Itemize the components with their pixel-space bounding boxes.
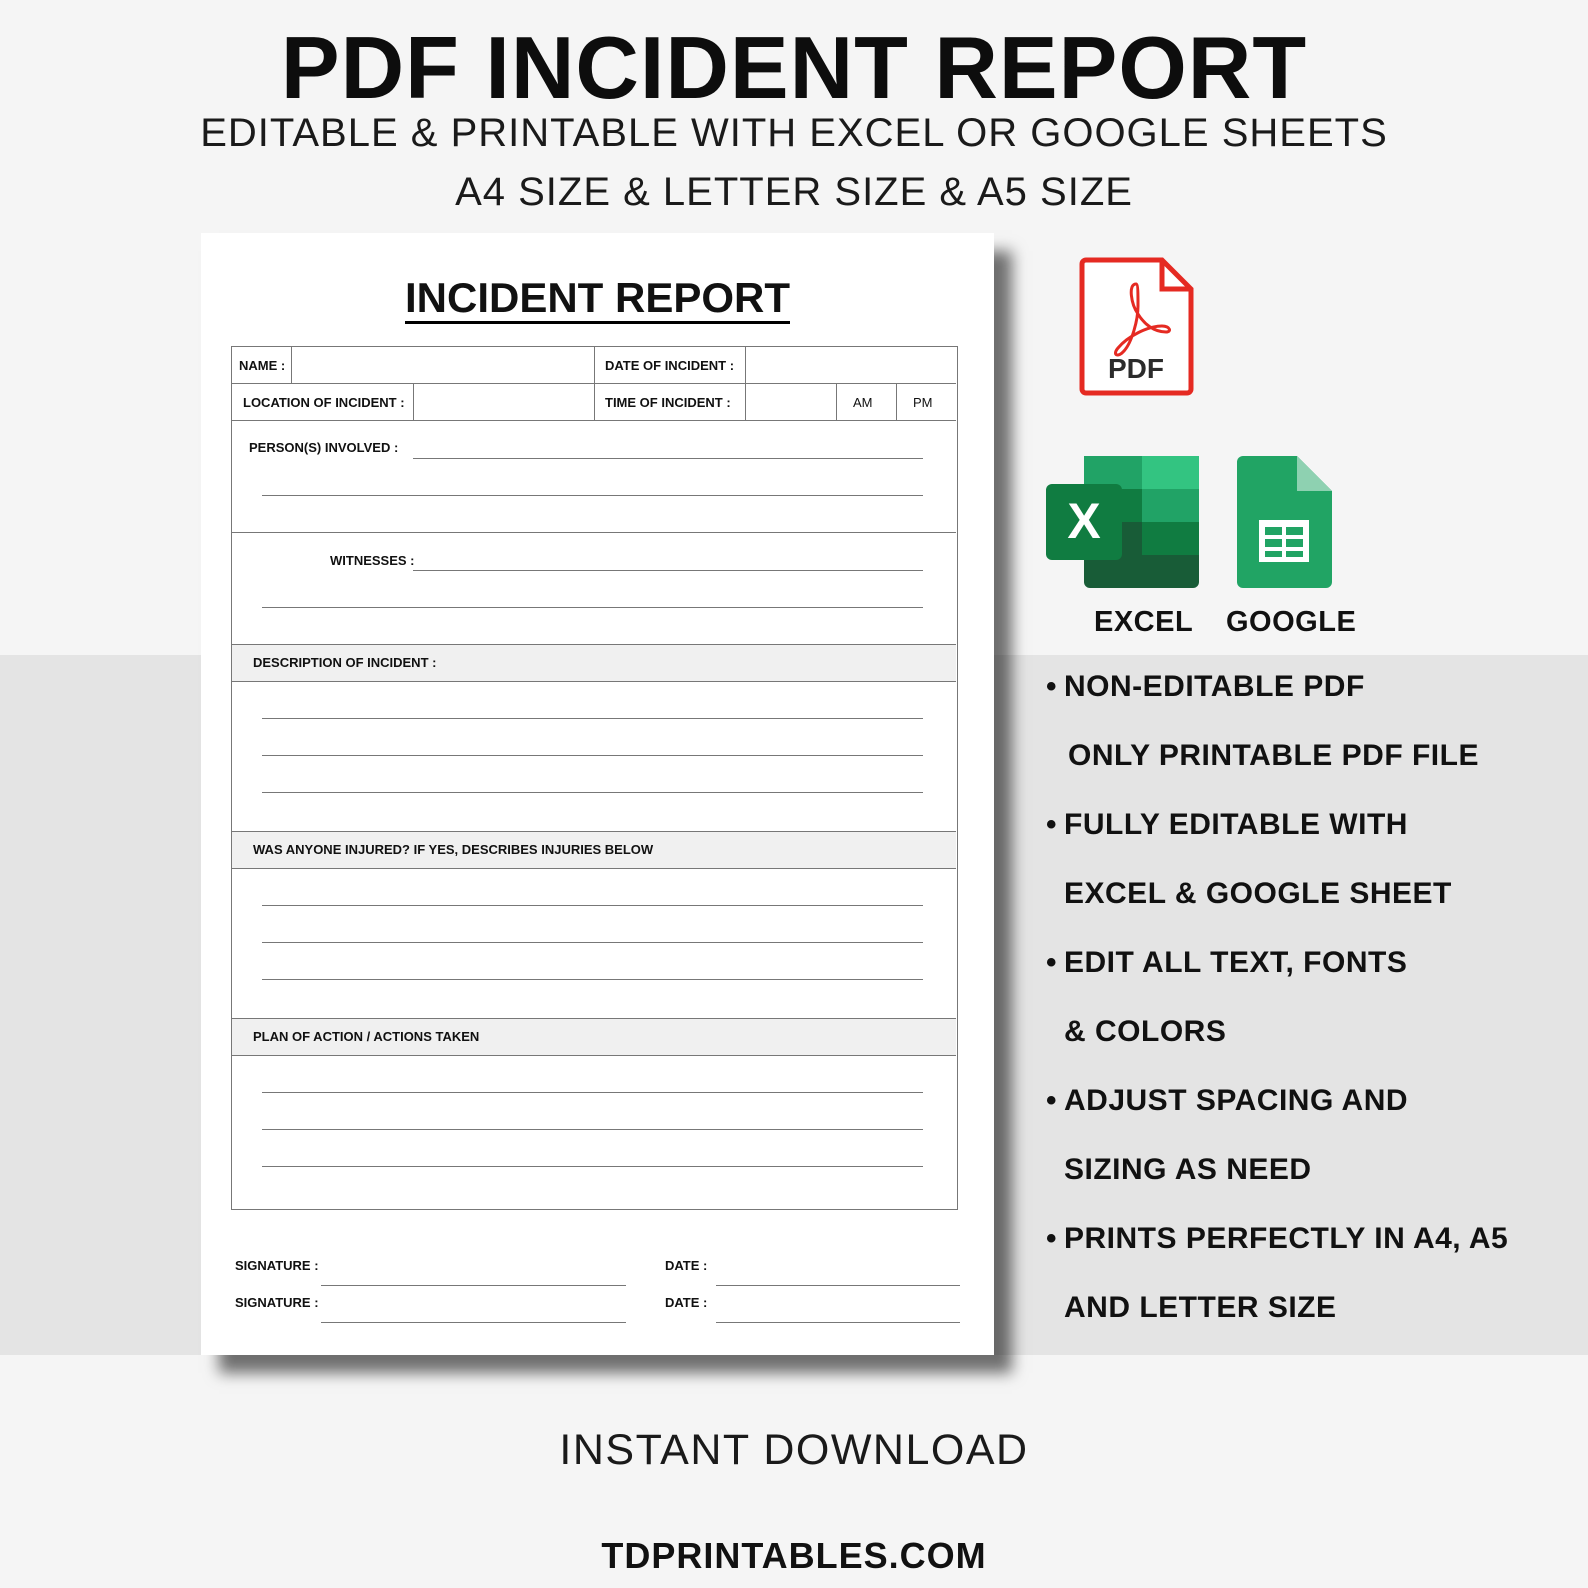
time-label: TIME OF INCIDENT :: [605, 395, 731, 410]
feature-item: • NON-EDITABLE PDF: [1046, 670, 1365, 703]
date-label: DATE :: [665, 1295, 708, 1310]
feature-item-detail: EXCEL & GOOGLE SHEET: [1064, 877, 1452, 910]
feature-item: • EDIT ALL TEXT, FONTS: [1046, 946, 1408, 979]
name-label: NAME :: [239, 358, 286, 373]
plan-of-action-label: PLAN OF ACTION / ACTIONS TAKEN: [253, 1029, 480, 1044]
injuries-label: WAS ANYONE INJURED? IF YES, DESCRIBES INJURIES BELOW: [253, 842, 654, 857]
witnesses-label: WITNESSES :: [330, 553, 415, 568]
google-label: GOOGLE: [1226, 606, 1357, 638]
feature-item: • FULLY EDITABLE WITH: [1046, 808, 1408, 841]
location-label: LOCATION OF INCIDENT :: [243, 395, 405, 410]
feature-item-detail: ONLY PRINTABLE PDF FILE: [1068, 739, 1479, 772]
signature-label: SIGNATURE :: [235, 1258, 319, 1273]
form-title: INCIDENT REPORT: [201, 273, 994, 323]
instant-download-text: INSTANT DOWNLOAD: [559, 1426, 1029, 1474]
pdf-icon: [1078, 256, 1195, 397]
excel-icon: [1046, 456, 1199, 588]
form-preview-sheet: [201, 233, 994, 1355]
excel-label: EXCEL: [1094, 606, 1194, 638]
pm-option: PM: [913, 395, 933, 410]
page-subtitle: EDITABLE & PRINTABLE WITH EXCEL OR GOOGLE SHEETS: [200, 111, 1388, 155]
description-label: DESCRIPTION OF INCIDENT :: [253, 655, 437, 670]
feature-item-detail: & COLORS: [1064, 1015, 1227, 1048]
form-table: [231, 346, 958, 1210]
date-of-incident-label: DATE OF INCIDENT :: [605, 358, 735, 373]
page-size-info: A4 SIZE & LETTER SIZE & A5 SIZE: [455, 170, 1133, 214]
svg-text:PDF: PDF: [1108, 353, 1164, 384]
feature-item: • ADJUST SPACING AND: [1046, 1084, 1409, 1117]
persons-involved-label: PERSON(S) INVOLVED :: [249, 440, 399, 455]
signature-label: SIGNATURE :: [235, 1295, 319, 1310]
svg-text:X: X: [1067, 493, 1101, 549]
feature-item-detail: SIZING AS NEED: [1064, 1153, 1312, 1186]
feature-item: • PRINTS PERFECTLY IN A4, A5: [1046, 1222, 1509, 1255]
feature-item-detail: AND LETTER SIZE: [1064, 1291, 1337, 1324]
site-url: TDPRINTABLES.COM: [601, 1535, 987, 1576]
google-sheets-icon: [1237, 456, 1332, 588]
page-title: PDF INCIDENT REPORT: [280, 18, 1308, 117]
date-label: DATE :: [665, 1258, 708, 1273]
am-option: AM: [853, 395, 873, 410]
